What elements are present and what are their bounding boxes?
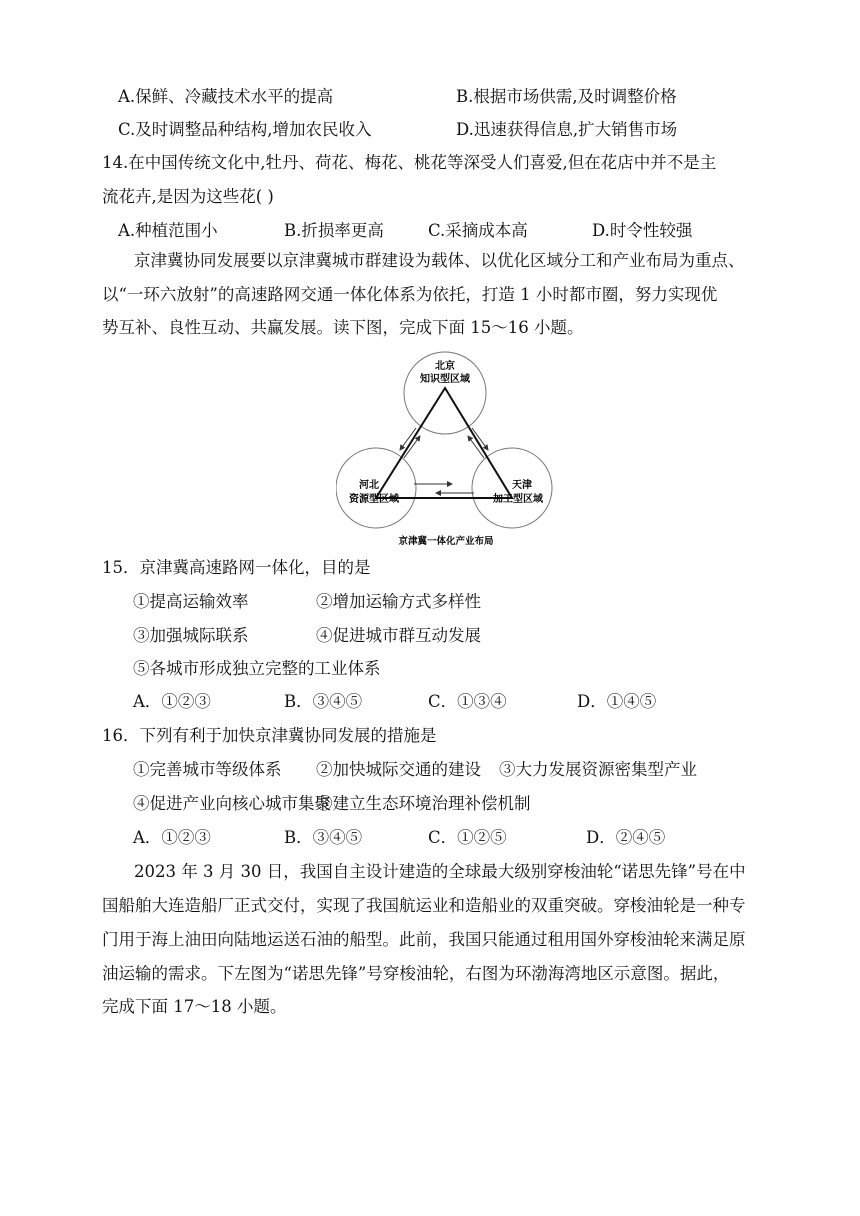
q16-option-d[interactable]: D．②④⑤ (586, 828, 666, 847)
q15-statement-5: ⑤各城市形成独立完整的工业体系 (133, 659, 381, 678)
connection-triangle (376, 388, 512, 498)
q15-option-b[interactable]: B．③④⑤ (284, 692, 363, 711)
q13-option-a[interactable]: A.保鲜、冷藏技术水平的提高 (118, 87, 334, 106)
q14-option-d[interactable]: D.时令性较强 (592, 221, 693, 240)
q16-option-b[interactable]: B．③④⑤ (284, 828, 363, 847)
q16-option-c[interactable]: C．①②⑤ (428, 828, 507, 847)
q14-option-a[interactable]: A.种植范围小 (118, 221, 218, 240)
passage2-line5: 完成下面 17～18 小题。 (102, 997, 287, 1016)
q16-stem: 16．下列有利于加快京津冀协同发展的措施是 (102, 726, 437, 745)
q14-option-b[interactable]: B.折损率更高 (284, 221, 384, 240)
q15-statement-3: ③加强城际联系 (133, 626, 249, 645)
q15-option-c[interactable]: C．①③④ (428, 692, 507, 711)
q14-stem-line1: 14.在中国传统文化中,牡丹、荷花、梅花、桃花等深受人们喜爱,但在花店中并不是主 (102, 153, 717, 172)
q15-statement-1: ①提高运输效率 (133, 592, 249, 611)
q16-statement-5: ⑤建立生态环境治理补偿机制 (316, 794, 531, 813)
q15-statement-4: ④促进城市群互动发展 (316, 626, 481, 645)
passage1-line1: 京津冀协同发展要以京津冀城市群建设为载体、以优化区域分工和产业布局为重点、 (134, 251, 745, 270)
q13-option-c[interactable]: C.及时调整品种结构,增加农民收入 (118, 120, 372, 139)
q16-statement-2: ②加快城际交通的建设 (316, 760, 481, 779)
passage1-line3: 势互补、良性互动、共赢发展。读下图，完成下面 15～16 小题。 (102, 318, 584, 337)
q16-option-a[interactable]: A．①②③ (133, 828, 211, 847)
industry-layout-diagram (336, 350, 556, 550)
beijing-type-label: 知识型区域 (420, 374, 470, 385)
tianjin-type-label: 加工型区域 (493, 494, 543, 505)
q16-statement-4: ④促进产业向核心城市集聚 (133, 794, 331, 813)
q16-statement-3: ③大力发展资源密集型产业 (499, 760, 697, 779)
q14-option-c[interactable]: C.采摘成本高 (428, 221, 528, 240)
beijing-label: 北京 (435, 361, 455, 372)
q13-option-b[interactable]: B.根据市场供需,及时调整价格 (456, 87, 677, 106)
hebei-label: 河北 (359, 480, 379, 491)
q15-statement-2: ②增加运输方式多样性 (316, 592, 481, 611)
q13-option-d[interactable]: D.迅速获得信息,扩大销售市场 (456, 120, 678, 139)
q15-stem: 15．京津冀高速路网一体化，目的是 (102, 558, 371, 577)
passage2-line4: 油运输的需求。下左图为“诺思先锋”号穿梭油轮，右图为环渤海湾地区示意图。据此， (102, 964, 730, 983)
q15-option-d[interactable]: D．①④⑤ (577, 692, 657, 711)
hebei-type-label: 资源型区域 (349, 494, 399, 505)
passage2-line1: 2023 年 3 月 30 日，我国自主设计建造的全球最大级别穿梭油轮“诺思先锋”号在中 (134, 862, 746, 881)
passage2-line3: 门用于海上油田向陆地运送石油的船型。此前，我国只能通过租用国外穿梭油轮来满足原 (102, 930, 746, 949)
passage1-line2: 以“一环六放射”的高速路网交通一体化体系为依托，打造 1 小时都市圈，努力实现优 (102, 285, 718, 304)
q16-statement-1: ①完善城市等级体系 (133, 760, 282, 779)
diagram-caption: 京津冀一体化产业布局 (398, 536, 494, 547)
tianjin-label: 天津 (512, 480, 532, 491)
passage2-line2: 国船舶大连造船厂正式交付，实现了我国航运业和造船业的双重突破。穿梭油轮是一种专 (102, 896, 746, 915)
q14-stem-line2: 流花卉,是因为这些花( ) (102, 187, 274, 206)
q15-option-a[interactable]: A．①②③ (133, 692, 211, 711)
